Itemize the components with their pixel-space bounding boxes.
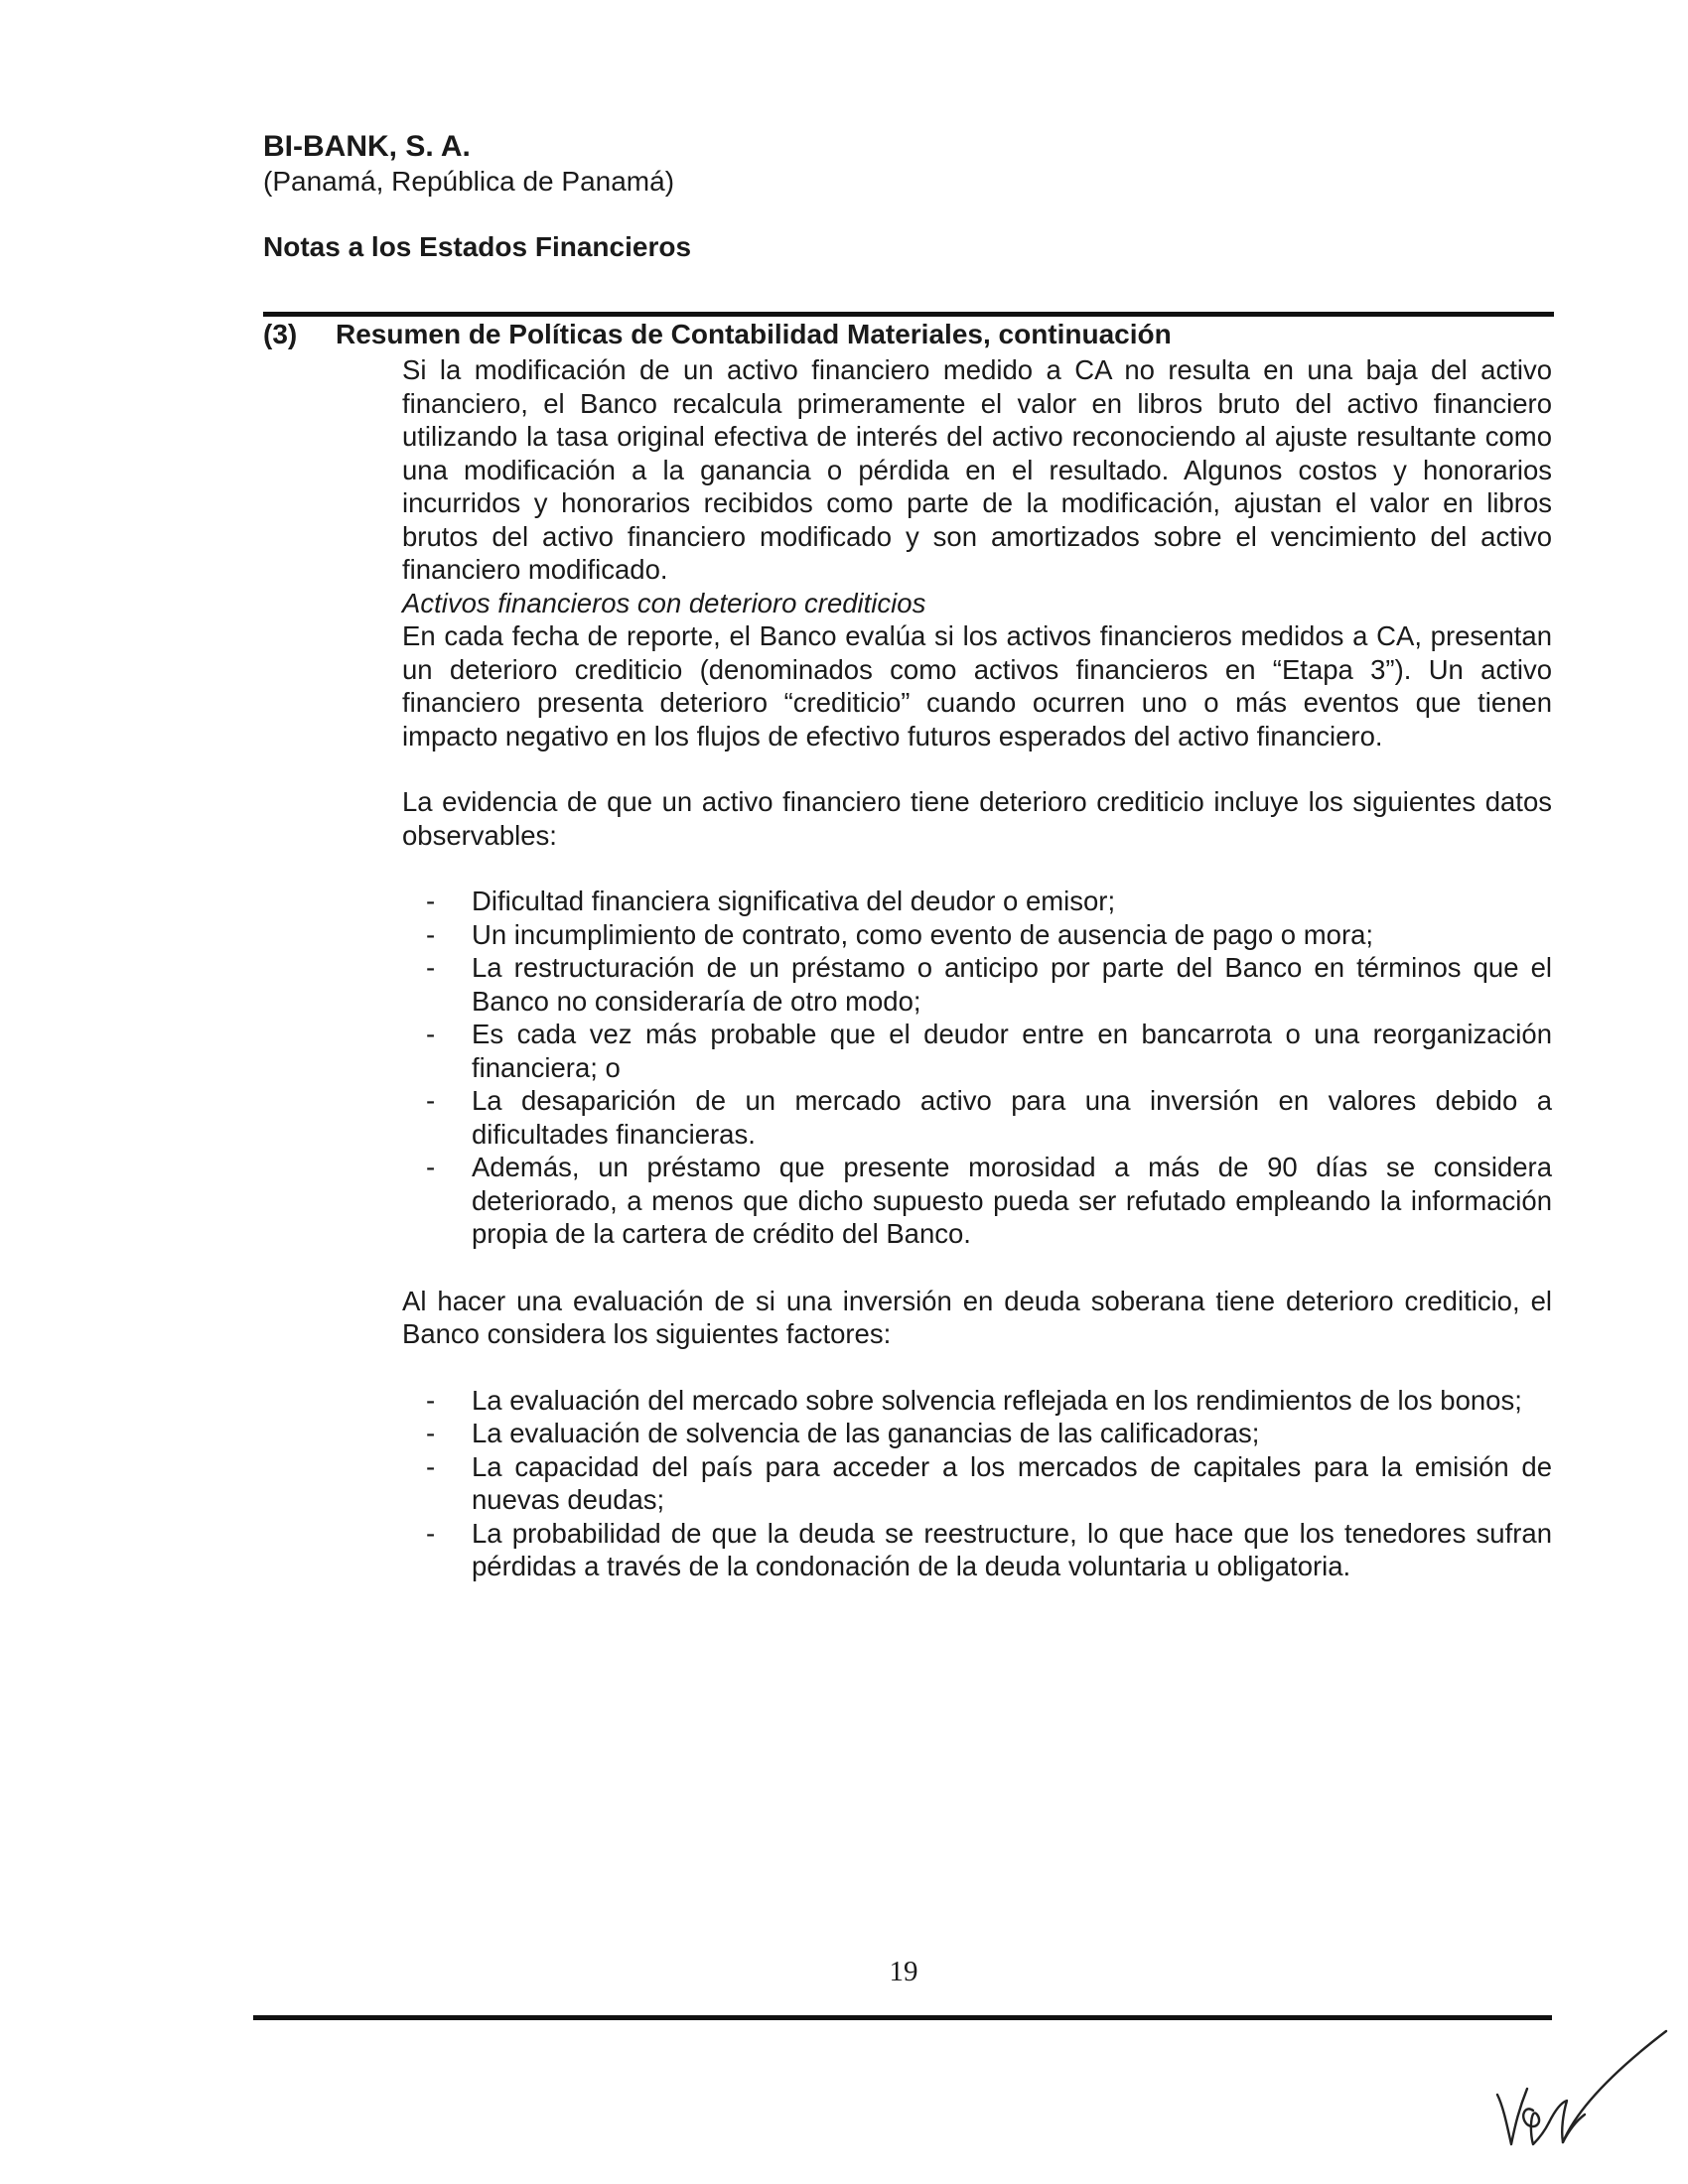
- section-number: (3): [263, 319, 298, 349]
- header-divider: [263, 312, 1554, 317]
- list-item: - La restructuración de un préstamo o anticipo por parte del Banco en términos que el Banco no consideraría de otro modo;: [426, 952, 1552, 1017]
- handwritten-initials: [1489, 2027, 1668, 2156]
- company-name: BI-BANK, S. A.: [263, 130, 471, 163]
- list-item: - Un incumplimiento de contrato, como evento de ausencia de pago o mora;: [426, 918, 1374, 950]
- dash-marker: -: [426, 886, 436, 916]
- dash-marker: -: [426, 1384, 436, 1416]
- dash-marker: -: [426, 1517, 436, 1549]
- paragraph-evidence: La evidencia de que un activo financiero tiene deterioro crediticio incluye los siguientes datos observables:: [402, 786, 1552, 851]
- sovereign-factors-list: [402, 1384, 1552, 1583]
- list-item: - Dificultad financiera significativa del deudor o emisor;: [426, 886, 1116, 916]
- list-item: - La probabilidad de que la deuda se reestructure, lo que hace que los tenedores sufran pérdidas a través de la condonación de la deuda voluntaria u obligatoria.: [426, 1517, 1552, 1581]
- list-item: - La evaluación del mercado sobre solvencia reflejada en los rendimientos de los bonos;: [426, 1384, 1522, 1416]
- subheading-credit-impaired: Activos financieros con deterioro crediticios: [402, 587, 926, 618]
- list-item: - Además, un préstamo que presente morosidad a más de 90 días se considera deteriorado, a menos que dicho supuesto pueda ser refutado empleando la información propia de la cartera de crédito del Banco.: [426, 1152, 1552, 1249]
- company-location: (Panamá, República de Panamá): [263, 166, 675, 197]
- list-item: - La capacidad del país para acceder a los mercados de capitales para la emisión de nuevas deudas;: [426, 1450, 1552, 1515]
- paragraph-sovereign-debt: Al hacer una evaluación de si una inversión en deuda soberana tiene deterioro crediticio, el Banco considera los siguientes factores:: [402, 1285, 1552, 1349]
- dash-marker: -: [426, 1418, 436, 1448]
- section-heading: [263, 318, 1172, 351]
- dash-marker: -: [426, 1152, 436, 1182]
- list-item: - La desaparición de un mercado activo para una inversión en valores debido a dificultades financieras.: [426, 1085, 1552, 1150]
- list-item: - Es cada vez más probable que el deudor entre en bancarrota o una reorganización financiera; o: [426, 1019, 1552, 1083]
- dash-marker: -: [426, 1019, 436, 1049]
- paragraph-modification: Si la modificación de un activo financiero medido a CA no resulta en una baja del activo financiero, el Banco recalcula primeramente el valor en libros bruto del activo financiero utilizando la tasa original efectiva de interés del activo reconociendo al ajuste resultante como una modificación a la ganancia o pérdida en el resultado. Algunos costos y honorarios incurridos y honorarios recibidos como parte de la modificación, ajustan el valor en libros brutos del activo financiero modificado y son amortizados sobre el vencimiento del activo financiero modificado.: [402, 354, 1552, 585]
- dash-marker: -: [426, 952, 436, 983]
- footer-divider: [253, 2015, 1552, 2020]
- dash-marker: -: [426, 918, 436, 950]
- page-number: 19: [889, 1956, 918, 1987]
- list-item: - La evaluación de solvencia de las ganancias de las calificadoras;: [426, 1418, 1260, 1448]
- evidence-list: [402, 885, 1552, 1251]
- document-header: [263, 129, 691, 264]
- section-title: Resumen de Políticas de Contabilidad Materiales, continuación: [336, 319, 1172, 349]
- dash-marker: -: [426, 1450, 436, 1482]
- document-body: [402, 353, 1552, 1583]
- dash-marker: -: [426, 1085, 436, 1116]
- paragraph-reporting-date: En cada fecha de reporte, el Banco evalúa si los activos financieros medidos a CA, presentan un deterioro crediticio (denominados como activos financieros en “Etapa 3”). Un activo financiero presenta deterioro “crediticio” cuando ocurren uno o más eventos que tienen impacto negativo en los flujos de efectivo futuros esperados del activo financiero.: [402, 620, 1552, 751]
- document-title: Notas a los Estados Financieros: [263, 231, 692, 262]
